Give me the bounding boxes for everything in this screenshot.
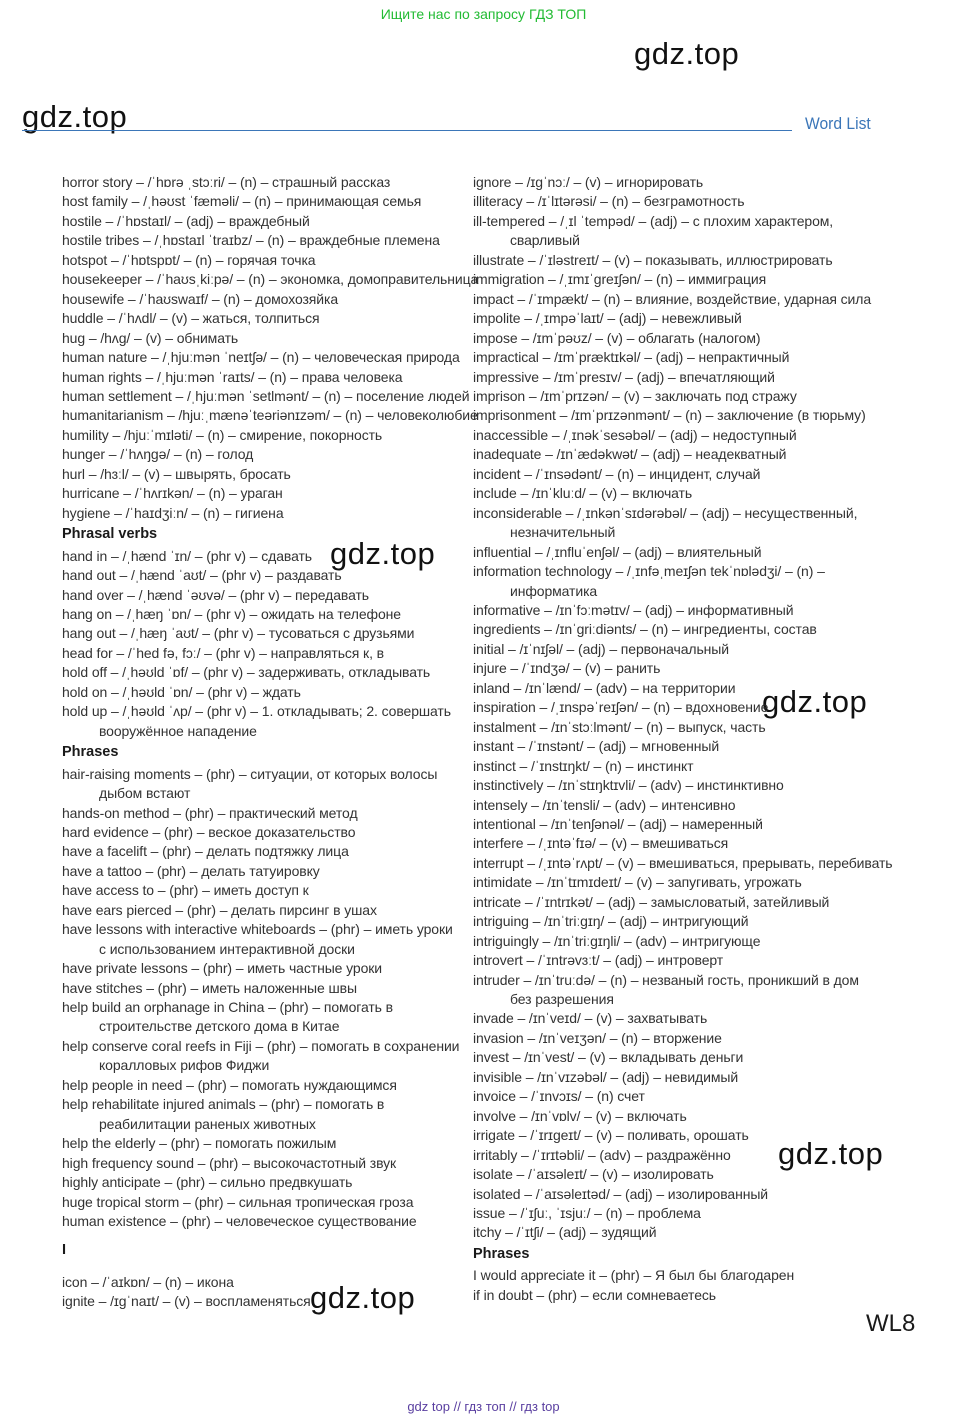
entry-continuation: без разрешения: [510, 991, 614, 1008]
word-entry: I would appreciate it – (phr) – Я был бы благодарен: [473, 1267, 795, 1284]
word-entry: include – /ɪnˈkluːd/ – (v) – включать: [473, 485, 693, 502]
word-entry: information technology – /ˌɪnfəˌmeɪʃən tekˈnɒlədʒi/ – (n) –: [473, 563, 825, 580]
entry-continuation: строительстве детского дома в Китае: [99, 1018, 340, 1035]
entry-continuation: информатика: [510, 582, 598, 599]
word-entry: have a facelift – (phr) – делать подтяжку лица: [62, 843, 349, 860]
word-entry: injure – /ˈɪndʒə/ – (v) – ранить: [473, 660, 661, 677]
word-entry: if in doubt – (phr) – если сомневаетесь: [473, 1286, 716, 1303]
word-entry: hold off – /ˌhəʊld ˈɒf/ – (phr v) – задерживать, откладывать: [62, 664, 431, 681]
right-column: [473, 173, 893, 1305]
word-entry: intimidate – /ɪnˈtɪmɪdeɪt/ – (v) – запугивать, угрожать: [473, 874, 802, 891]
word-entry: influential – /ˌɪnfluˈenʃəl/ – (adj) – влиятельный: [473, 543, 762, 560]
entry-continuation: реабилитации раненых животных: [99, 1115, 316, 1132]
word-entry: hygiene – /ˈhaɪdʒiːn/ – (n) – гигиена: [62, 504, 284, 521]
word-entry: ignore – /ɪgˈnɔː/ – (v) – игнорировать: [473, 174, 704, 190]
word-entry: help people in need – (phr) – помогать нуждающимся: [62, 1076, 397, 1093]
word-entry: hold on – /ˌhəʊld ˈɒn/ – (phr v) – ждать: [62, 683, 301, 700]
entry-continuation: незначительный: [510, 524, 616, 541]
word-entry: invade – /ɪnˈveɪd/ – (v) – захватывать: [473, 1010, 708, 1027]
word-entry: invisible – /ɪnˈvɪzəbəl/ – (adj) – невидимый: [473, 1068, 739, 1085]
word-entry: initial – /ɪˈnɪʃəl/ – (adj) – первоначальный: [473, 640, 729, 657]
watermark: gdz.top: [634, 36, 740, 71]
word-entry: have ears pierced – (phr) – делать пирсинг в ушах: [62, 901, 377, 918]
word-entry: huddle – /ˈhʌdl/ – (v) – жаться, толпиться: [62, 310, 320, 327]
search-banner: Ищите нас по запросу ГДЗ ТОП: [380, 6, 587, 22]
word-entry: help rehabilitate injured animals – (phr) – помогать в: [62, 1096, 385, 1113]
word-entry: have private lessons – (phr) – иметь частные уроки: [62, 960, 383, 977]
word-entry: incident – /ˈɪnsədənt/ – (n) – инцидент, случай: [473, 465, 761, 482]
word-entry: humility – /hjuːˈmɪləti/ – (n) – смирение, покорность: [62, 426, 383, 443]
word-entry: invoice – /ˈɪnvɔɪs/ – (n) счет: [473, 1088, 645, 1105]
word-entry: icon – /ˈaɪkɒn/ – (n) – икона: [62, 1273, 234, 1290]
word-entry: have a tattoo – (phr) – делать татуировку: [62, 862, 320, 879]
section-heading: Phrases: [473, 1245, 530, 1262]
watermark: gdz.top: [22, 99, 128, 134]
word-entry: invest – /ɪnˈvest/ – (v) – вкладывать деньги: [473, 1049, 744, 1066]
word-entry: hug – /hʌg/ – (v) – обнимать: [62, 329, 239, 346]
word-entry: hang on – /ˌhæŋ ˈɒn/ – (phr v) – ожидать на телефоне: [62, 605, 401, 622]
word-entry: host family – /ˌhəʊst ˈfæməli/ – (n) – принимающая семья: [62, 193, 422, 210]
word-entry: human settlement – /ˌhjuːmən ˈsetlmənt/ – (n) – поселение людей: [62, 387, 470, 404]
word-entry: intricate – /ˈɪntrɪkət/ – (adj) – замысловатый, затейливый: [473, 893, 830, 910]
word-entry: hand out – /ˌhænd ˈaʊt/ – (phr v) – раздавать: [62, 567, 342, 584]
section-heading: Phrasal verbs: [62, 526, 158, 543]
left-column: [62, 173, 479, 1312]
word-entry: isolate – /ˈaɪsəleɪt/ – (v) – изолировать: [473, 1166, 714, 1183]
word-entry: human rights – /ˌhjuːmən ˈraɪts/ – (n) – права человека: [62, 368, 403, 385]
word-entry: have access to – (phr) – иметь доступ к: [62, 882, 309, 899]
word-entry: ill-tempered – /ˌɪl ˈtempəd/ – (adj) – с плохим характером,: [473, 212, 834, 229]
word-entry: human existence – (phr) – человеческое существование: [62, 1213, 417, 1230]
word-entry: highly anticipate – (phr) – сильно предвкушать: [62, 1174, 353, 1191]
word-entry: imprison – /ɪmˈprɪzən/ – (v) – заключать под стражу: [473, 387, 797, 404]
word-entry: help build an orphanage in China – (phr) – помогать в: [62, 999, 393, 1016]
entry-continuation: дыбом встают: [99, 785, 191, 802]
word-entry: inspiration – /ˌɪnspəˈreɪʃən/ – (n) – вдохновение: [473, 699, 769, 716]
word-entry: intriguingly – /ɪnˈtriːgɪŋli/ – (adv) – интригующе: [473, 932, 761, 949]
word-entry: intriguing – /ɪnˈtriːgɪŋ/ – (adj) – интригующий: [473, 913, 749, 930]
watermark: gdz.top: [778, 1136, 884, 1171]
entry-continuation: с использованием интерактивной доски: [99, 940, 355, 957]
word-entry: irrigate – /ˈɪrɪgeɪt/ – (v) – поливать, орошать: [473, 1127, 749, 1144]
section-heading: Phrases: [62, 744, 119, 761]
word-entry: imprisonment – /ɪmˈprɪzənmənt/ – (n) – заключение (в тюрьму): [473, 407, 866, 424]
word-entry: have stitches – (phr) – иметь наложенные швы: [62, 979, 357, 996]
entry-continuation: вооружённое нападение: [99, 722, 257, 739]
word-entry: inaccessible – /ˌɪnəkˈsesəbəl/ – (adj) – недоступный: [473, 426, 797, 443]
word-entry: hotspot – /ˈhɒtspɒt/ – (n) – горячая точка: [62, 251, 316, 268]
word-entry: interfere – /ˌɪntəˈfɪə/ – (v) – вмешиваться: [473, 835, 729, 852]
word-entry: hand in – /ˌhænd ˈɪn/ – (phr v) – сдавать: [62, 547, 312, 564]
word-entry: instinctively – /ɪnˈstɪŋktɪvli/ – (adv) – инстинктивно: [473, 777, 784, 794]
word-entry: interrupt – /ˌɪntəˈrʌpt/ – (v) – вмешиваться, прерывать, перебивать: [473, 854, 893, 871]
entry-continuation: коралловых рифов Фиджи: [99, 1057, 270, 1074]
word-entry: hunger – /ˈhʌŋgə/ – (n) – голод: [62, 446, 254, 463]
watermark: gdz.top: [762, 684, 868, 719]
word-entry: intruder – /ɪnˈtruːdə/ – (n) – незваный гость, проникший в дом: [473, 971, 859, 988]
section-title: Word List: [805, 114, 871, 133]
word-entry: hand over – /ˌhænd ˈəʊvə/ – (phr v) – передавать: [62, 586, 369, 603]
word-entry: hostile – /ˈhɒstaɪl/ – (adj) – враждебный: [62, 212, 310, 229]
word-entry: inland – /ɪnˈlænd/ – (adv) – на территории: [473, 679, 736, 696]
word-entry: hostile tribes – /ˌhɒstaɪl ˈtraɪbz/ – (n) – враждебные племена: [62, 232, 440, 249]
word-entry: head for – /ˈhed fə, fɔː/ – (phr v) – направляться к, в: [62, 644, 384, 661]
word-entry: intentional – /ɪnˈtenʃənəl/ – (adj) – намеренный: [473, 815, 763, 832]
word-entry: involve – /ɪnˈvɒlv/ – (v) – включать: [473, 1107, 687, 1124]
word-entry: instinct – /ˈɪnstɪŋkt/ – (n) – инстинкт: [473, 757, 694, 774]
word-entry: impractical – /ɪmˈpræktɪkəl/ – (adj) – непрактичный: [473, 349, 790, 366]
word-entry: hair-raising moments – (phr) – ситуации, от которых волосы: [62, 765, 438, 782]
word-entry: impose – /ɪmˈpəʊz/ – (v) – облагать (налогом): [473, 329, 761, 346]
word-entry: isolated – /ˈaɪsəleɪtəd/ – (adj) – изолированный: [473, 1185, 769, 1202]
word-entry: impressive – /ɪmˈpresɪv/ – (adj) – впечатляющий: [473, 368, 775, 385]
word-entry: hurl – /hɜːl/ – (v) – швырять, бросать: [62, 465, 291, 482]
word-entry: hold up – /ˌhəʊld ˈʌp/ – (phr v) – 1. откладывать; 2. совершать: [62, 703, 451, 720]
word-entry: hard evidence – (phr) – веское доказательство: [62, 823, 356, 840]
word-entry: invasion – /ɪnˈveɪʒən/ – (n) – вторжение: [473, 1029, 722, 1046]
word-entry: informative – /ɪnˈfɔːmətɪv/ – (adj) – информативный: [473, 601, 794, 618]
word-entry: human nature – /ˌhjuːmən ˈneɪtʃə/ – (n) – человеческая природа: [62, 349, 460, 366]
word-entry: help the elderly – (phr) – помогать пожилым: [62, 1135, 337, 1152]
word-entry: illiteracy – /ɪˈlɪtərəsi/ – (n) – безграмотность: [473, 193, 745, 210]
word-entry: hang out – /ˌhæŋ ˈaʊt/ – (phr v) – тусоваться с друзьями: [62, 625, 415, 642]
word-entry: instant – /ˈɪnstənt/ – (adj) – мгновенный: [473, 738, 720, 755]
word-entry: humanitarianism – /hjuːˌmænəˈteəriənɪzəm/ – (n) – человеколюбие: [62, 407, 478, 424]
letter-heading: I: [62, 1242, 67, 1259]
word-entry: inconsiderable – /ˌɪnkənˈsɪdərəbəl/ – (adj) – несущественный,: [473, 504, 858, 521]
word-entry: immigration – /ˌɪmɪˈgreɪʃən/ – (n) – иммиграция: [473, 271, 767, 288]
word-entry: impolite – /ˌɪmpəˈlaɪt/ – (adj) – невежливый: [473, 310, 742, 327]
footer-links: gdz top // гдз топ // гдз top: [407, 1399, 560, 1414]
word-entry: illustrate – /ˈɪləstreɪt/ – (v) – показывать, иллюстрировать: [473, 251, 833, 268]
word-entry: ingredients – /ɪnˈgriːdiənts/ – (n) – ингредиенты, состав: [473, 621, 817, 638]
watermark: gdz.top: [330, 536, 436, 571]
word-entry: introvert – /ˈɪntrəvɜːt/ – (adj) – интроверт: [473, 952, 724, 969]
word-entry: issue – /ˈɪʃuː, ˈɪsjuː/ – (n) – проблема: [473, 1205, 701, 1222]
word-entry: horror story – /ˈhɒrə ˌstɔːri/ – (n) – страшный рассказ: [62, 174, 391, 190]
header-rule: [22, 130, 792, 131]
word-entry: housewife – /ˈhaʊswaɪf/ – (n) – домохозяйка: [62, 290, 339, 307]
word-entry: hurricane – /ˈhʌrɪkən/ – (n) – ураган: [62, 485, 283, 502]
word-entry: instalment – /ɪnˈstɔːlmənt/ – (n) – выпуск, часть: [473, 718, 766, 735]
word-entry: ignite – /ɪgˈnaɪt/ – (v) – воспламеняться: [62, 1293, 311, 1310]
word-entry: huge tropical storm – (phr) – сильная тропическая гроза: [62, 1193, 414, 1210]
word-entry: have lessons with interactive whiteboards – (phr) – иметь уроки: [62, 921, 453, 938]
word-entry: help conserve coral reefs in Fiji – (phr) – помогать в сохранении: [62, 1037, 460, 1054]
word-entry: hands-on method – (phr) – практический метод: [62, 804, 358, 821]
word-entry: intensely – /ɪnˈtensli/ – (adv) – интенсивно: [473, 796, 736, 813]
word-entry: high frequency sound – (phr) – высокочастотный звук: [62, 1154, 397, 1171]
word-entry: itchy – /ˈɪtʃi/ – (adj) – зудящий: [473, 1224, 657, 1241]
word-entry: impact – /ˈɪmpækt/ – (n) – влияние, воздействие, ударная сила: [473, 290, 872, 307]
word-entry: housekeeper – /ˈhaʊsˌkiːpə/ – (n) – экономка, домоправительница: [62, 271, 479, 288]
word-entry: irritably – /ˈɪrɪtəbli/ – (adv) – раздражённо: [473, 1146, 731, 1163]
word-entry: inadequate – /ɪnˈædəkwət/ – (adj) – неадекватный: [473, 446, 787, 463]
page-number: WL8: [866, 1310, 916, 1337]
entry-continuation: сварливый: [510, 232, 580, 249]
watermark: gdz.top: [310, 1280, 416, 1315]
